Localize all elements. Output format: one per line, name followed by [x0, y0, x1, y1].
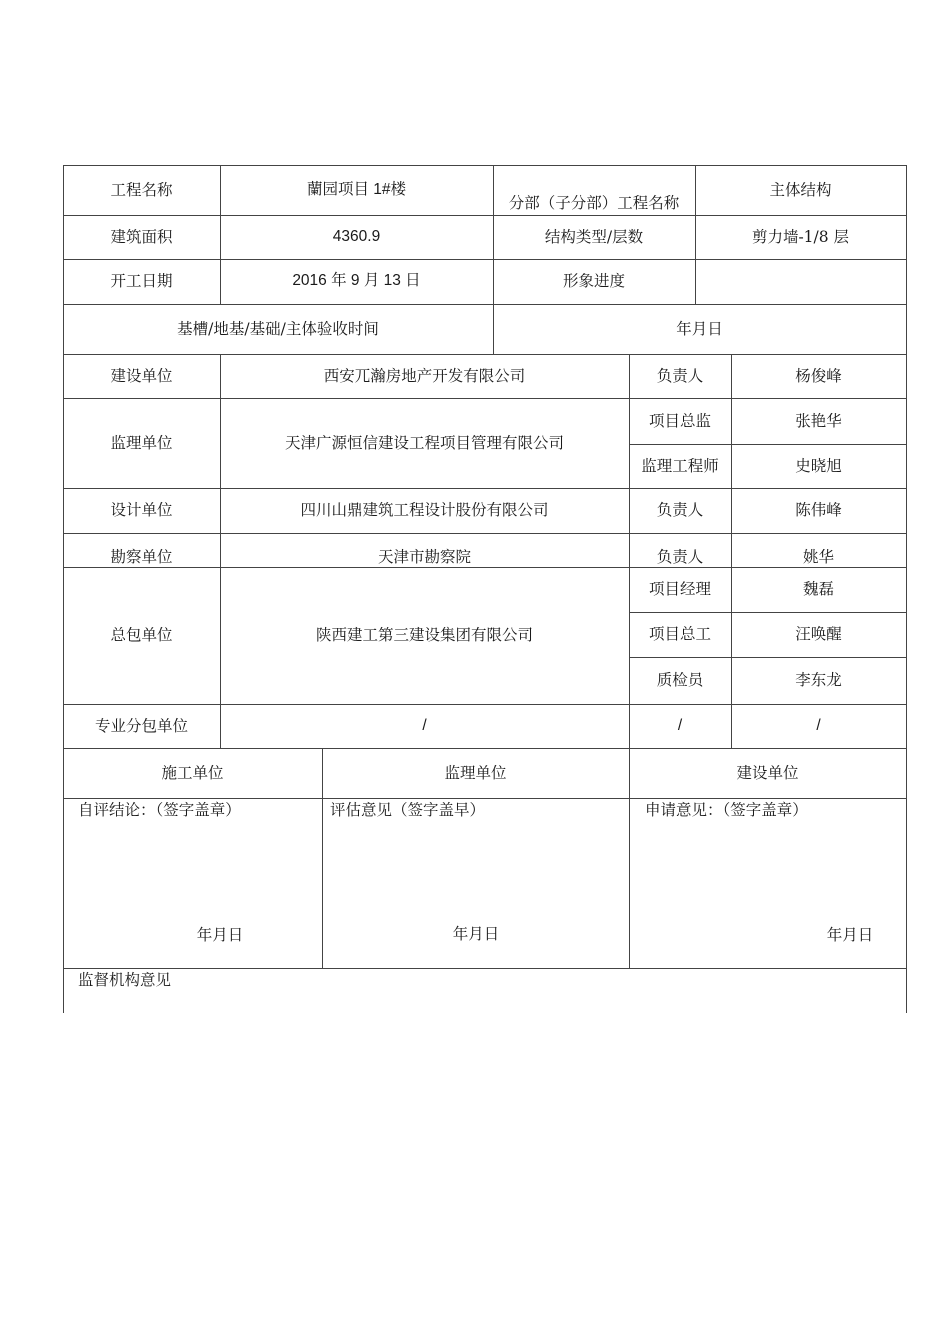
- subcontract-name: /: [422, 716, 427, 734]
- subcontract-person: /: [816, 716, 821, 734]
- supervisor-opinion-text: 评估意见（签字盖早）: [330, 801, 486, 819]
- area-value: 4360.9: [332, 227, 381, 245]
- structure-value: 剪力墙-1/8 层: [751, 227, 850, 246]
- design-unit-label: 设计单位: [110, 501, 173, 520]
- table-border-right: [906, 165, 907, 1013]
- row-divider: [63, 968, 907, 969]
- supervisor-date: 年月日: [452, 924, 500, 943]
- progress-value: [695, 259, 906, 304]
- general-role-1: 项目经理: [648, 580, 711, 599]
- design-unit-role: 负责人: [656, 501, 704, 520]
- owner-opinion-text: 申请意见：（签字盖章）: [645, 801, 808, 819]
- acceptance-time-value: 年月日: [676, 319, 723, 338]
- start-date-value: 2016 年 9 月 13 日: [292, 272, 421, 290]
- builder-date: 年月日: [196, 925, 244, 944]
- survey-unit-label: 勘察单位: [110, 548, 173, 567]
- general-contractor-label: 总包单位: [110, 626, 173, 645]
- start-date-label: 开工日期: [110, 272, 173, 291]
- row-divider: [63, 798, 907, 799]
- division-label: 分部（子分部）工程名称: [508, 194, 680, 213]
- survey-unit-role: 负责人: [656, 548, 704, 567]
- project-name-label: 工程名称: [110, 180, 173, 199]
- construction-unit-name: 西安兀瀚房地产开发有限公司: [323, 366, 526, 385]
- supervision-person-1: 张艳华: [795, 411, 842, 430]
- oversight-opinion-label: 监督机构意见: [78, 971, 172, 989]
- general-person-1: 魏磊: [802, 580, 834, 599]
- construction-unit-person: 杨俊峰: [795, 366, 842, 385]
- general-person-3: 李东龙: [795, 671, 842, 690]
- builder-conclusion-text: 自评结论：（签字盖章）: [78, 801, 241, 819]
- supervision-role-1: 项目总监: [648, 411, 711, 430]
- area-label: 建筑面积: [110, 227, 173, 246]
- survey-unit-person: 姚华: [802, 548, 834, 567]
- structure-label: 结构类型/层数: [544, 227, 644, 246]
- owner-header: 建设单位: [736, 763, 799, 782]
- general-role-3: 质检员: [656, 671, 704, 690]
- subcontract-label: 专业分包单位: [94, 716, 188, 735]
- supervision-unit-name: 天津广源恒信建设工程项目管理有限公司: [284, 433, 564, 452]
- acceptance-time-label: 基槽/地基/基础/主体验收时间: [177, 319, 379, 338]
- division-value: 主体结构: [769, 180, 832, 199]
- general-contractor-name: 陕西建工第三建设集团有限公司: [315, 626, 533, 645]
- supervisor-header: 监理单位: [444, 763, 507, 782]
- progress-label: 形象进度: [562, 272, 625, 291]
- subcontract-role: /: [677, 716, 683, 734]
- supervision-role-2: 监理工程师: [641, 456, 719, 475]
- owner-date: 年月日: [826, 925, 874, 944]
- supervision-person-2: 史晓旭: [795, 456, 842, 475]
- design-unit-name: 四川山鼎建筑工程设计股份有限公司: [300, 501, 549, 520]
- general-role-2: 项目总工: [648, 625, 711, 644]
- construction-unit-role: 负责人: [656, 366, 704, 385]
- builder-header: 施工单位: [161, 763, 224, 782]
- survey-unit-name: 天津市勘察院: [377, 548, 471, 567]
- design-unit-person: 陈伟峰: [795, 501, 842, 520]
- general-person-2: 汪唤醒: [795, 625, 842, 644]
- construction-unit-label: 建设单位: [110, 366, 173, 385]
- supervision-unit-label: 监理单位: [110, 433, 173, 452]
- project-name-value: 蘭园项目 1#楼: [306, 181, 407, 198]
